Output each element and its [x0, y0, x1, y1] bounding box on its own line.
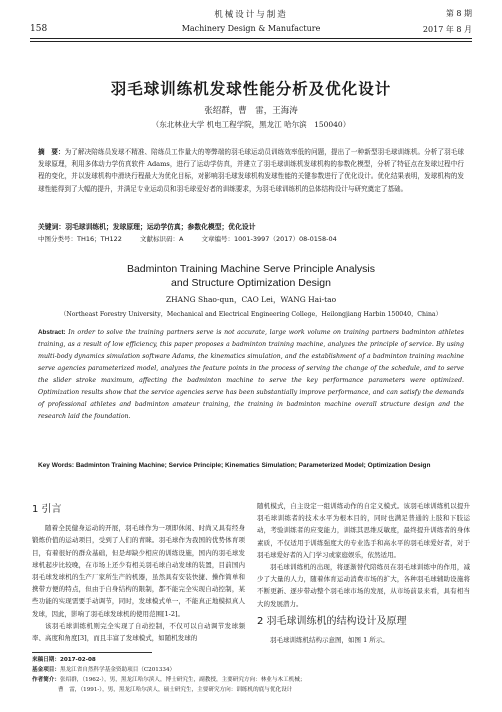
abstract-label-en: Abstract:: [38, 329, 66, 336]
document-code: 文献标识码：A: [139, 235, 184, 243]
authors-en: ZHANG Shao-qun，CAO Lei，WANG Hai-tao: [165, 295, 337, 304]
section-heading-principle: 2 羽毛球训练机的结构设计及原理: [257, 615, 407, 627]
title-en-line-2: and Structure Optimization Design: [171, 277, 331, 289]
keywords-label-cn: 关键词：: [38, 223, 66, 231]
body-column-right: [257, 500, 470, 646]
abstract-cn: [38, 146, 464, 195]
header-rule-thick: [30, 38, 472, 39]
keywords-text-en: Badminton Training Machine; Service Principle; Kinematics Simulation; Parameterized Model; Optimization Design: [75, 462, 431, 469]
article-title-en: [20, 262, 482, 290]
authors-cn: 张绍群，曹 雷，王海涛: [204, 106, 298, 116]
fund-label: 基金项目：: [32, 667, 60, 673]
keywords-cn: [38, 221, 464, 231]
journal-name-en: Machinery Design & Manufacture: [181, 24, 321, 33]
footnote-rule: [32, 652, 152, 653]
footnote-bio: [32, 676, 470, 685]
footnote-bio-2: [32, 686, 470, 695]
keywords-label-en: Key Words:: [38, 462, 74, 469]
clc-number: 中图分类号：TH16；TH122: [38, 235, 122, 243]
fund-text: 黑龙江省自然科学基金资助项目（C201334）: [59, 667, 176, 673]
body-column-left: [32, 500, 245, 644]
header-rule-thin: [30, 41, 472, 42]
bio-text-2: 曹 雷，（1991-），男，黑龙江哈尔滨人，硕士研究生，主要研究方向：训练机的底与优化设计: [58, 687, 293, 693]
body-paragraph: 羽毛球训练机的出现，将逐渐替代陪练员在羽毛球训练中的作用，减少了大量的人力，随着体育运动消费市场的扩大，各种羽毛球辅助设施将不断更新、逐步带动整个羽毛球市场的发展，从市场前景来看，具有相当大的发展潜力。: [257, 563, 470, 608]
journal-name-cn: 机械设计与制造: [214, 10, 288, 20]
section-heading-intro: 1 引言: [32, 504, 62, 515]
received-date: 来稿日期：2017-02-08: [32, 657, 96, 663]
abstract-text-en: In order to solve the training partners serve is not accurate, large work volume on training partners badminton athletes training, as a result of low efficiency, this paper proposes a badminton training machine, analyzes the principle of service. By using multi-body dynamics simulation software Adams, the kinematics simulation, and the establishment of a badminton training machine serve agencies parameterized model, analyzes the feature points in the process of serving the change of the schedule, and to serve the slider stroke maximum, affecting the badminton machine to serve the key performance parameters were optimized. Optimization results show that the service agencies serve has been substantially improve performance, and can satisfy the demands of professional athletes and badminton amateur training, the training in badminton machine overall structure design and the research laid the foundation.: [38, 329, 464, 420]
footnote-received: [32, 656, 470, 665]
article-number: 文章编号：1001-3997（2017）08-0158-04: [201, 235, 337, 243]
footnote-fund: [32, 666, 470, 675]
page-number: 158: [30, 24, 48, 34]
running-header: [30, 6, 472, 46]
bio-label: 作者简介：: [32, 677, 60, 683]
title-en-line-1: Badminton Training Machine Serve Principle Analysis: [126, 263, 376, 275]
abstract-text-cn: 为了解决陪练员发球不精准、陪练员工作量大的等弊端的羽毛球运动员训练效率低的问题，提出了一种新型羽毛球训练机。分析了羽毛球发球原理，利用多体动力学仿真软件 Adams，进行了运动学仿真，并建立了羽毛球训练机发球机构的参数化模型，分析了特征点在发球过程中行程的变化，并以发球机构中滑块行程最大为优化目标，对影响羽毛球发球机构发球性能的关键参数进行了优化设计。优化结果表明，发球机构的发球性能得到了大幅的提升，并满足专业运动员和羽毛球爱好者的训练要求，为羽毛球训练机的总体结构设计与研究奠定了基础。: [38, 148, 465, 193]
affiliation-cn: （东北林业大学 机电工程学院，黑龙江 哈尔滨 150040）: [151, 120, 351, 129]
keywords-text-cn: 羽毛球训练机；发球原理；运动学仿真；参数化模型；优化设计: [65, 223, 256, 231]
article-title-cn: 羽毛球训练机发球性能分析及优化设计: [110, 80, 392, 98]
body-paragraph: 该羽毛球训练机则完全实现了自动控制，不仅可以自动调节发球频率、高度和角度[3]，而且丰富了发球模式，如随机发球的: [32, 621, 245, 643]
bio-text-1: 张绍群，（1962-），男，黑龙江哈尔滨人，博士研究生，副教授，主要研究方向：林业与木工机械；: [59, 677, 306, 683]
keywords-en: [38, 460, 464, 471]
affiliation-en: （Northeast Forestry University，Mechanical and Electrical Engineering College，Heilongjiang Harbin 150040，China）: [60, 311, 442, 318]
abstract-label-cn: 摘 要：: [38, 148, 65, 156]
abstract-en: [38, 327, 464, 423]
body-paragraph: 随着全民健身运动的开展，羽毛球作为一项即休闲、时尚又具有经身锻炼价值的运动项目，受到了人们的青睐。羽毛球作为我国的优势体育项目，有着很好的群众基础，但是却缺少相应的训练设施，国内的羽毛球发球机起步比较晚，在市场上还少有相关羽毛球自动发球的装置，目前国内羽毛球发球机的生产厂家所生产的机器，虽然具有安装快捷、操作简单和携带方便的特点，但由于自身结构的限制，都不能完全实现自动控制，某些功能的实现需要手动调节，同时，发球模式单一，不能真正地模拟真人发球，因此，影响了羽毛球发球机的使用范围[1-2]。: [32, 524, 245, 618]
body-paragraph: 羽毛球训练机结构示意图，如图 1 所示。: [270, 636, 389, 645]
classification-line: [38, 234, 464, 243]
body-paragraph: 随机模式，自主设定一组训练动作的自定义模式。该羽毛球训练机以提升羽毛球训练者的技术水平为根本目的，同时也满足普通的上肢和下肢运动，考验训练者的应变能力，训练其思维反敏度，最终提升训练者的身体素质，不仅适用于训练强度大的专业选手和高水平的羽毛球爱好者，对于羽毛球爱好者的入门学习或家庭娱乐，依然适用。: [257, 502, 470, 559]
issue-number: 第 8 期: [445, 9, 472, 18]
issue-date: 2017 年 8 月: [422, 25, 472, 34]
